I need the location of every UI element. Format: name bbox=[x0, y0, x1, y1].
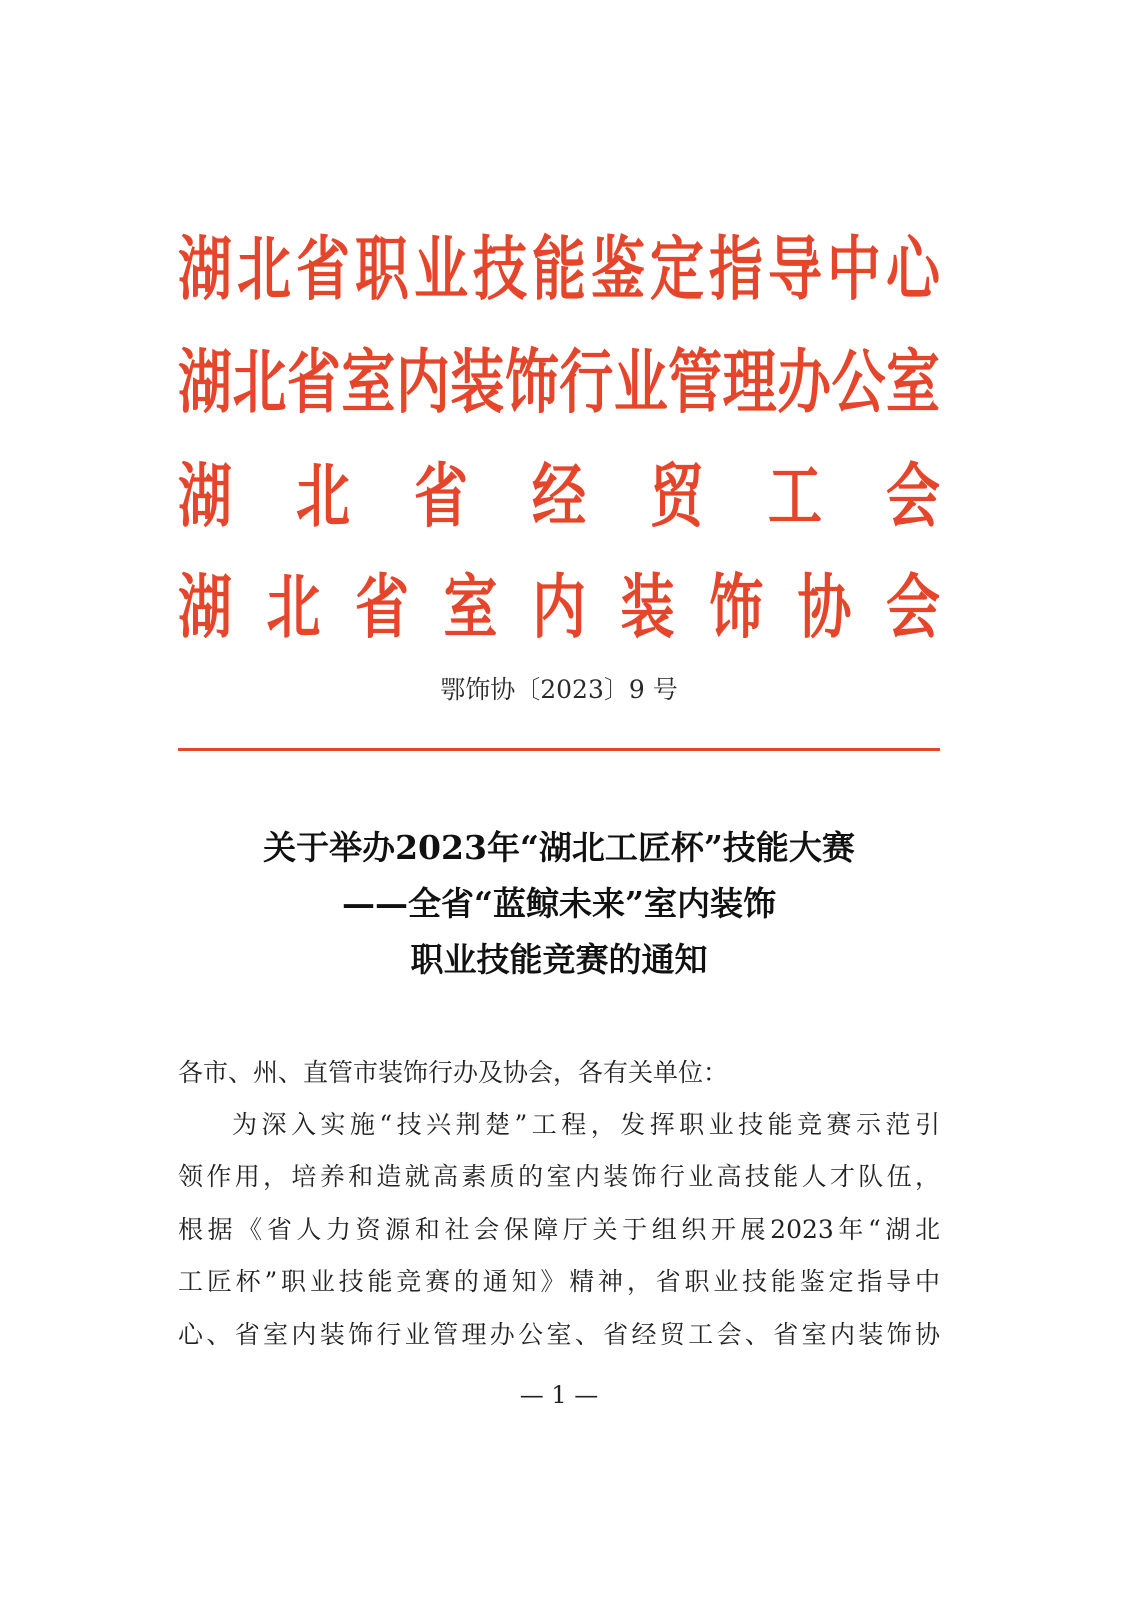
title-line-1: 关于举办2023年“湖北工匠杯”技能大赛 bbox=[263, 828, 855, 867]
red-divider bbox=[178, 748, 940, 751]
body-line-3: 根据《省人力资源和社会保障厅关于组织开展2023年“湖北 bbox=[178, 1215, 940, 1244]
body-line-5: 心、省室内装饰行业管理办公室、省经贸工会、省室内装饰协 bbox=[178, 1320, 940, 1349]
body-line-2: 领作用，培养和造就高素质的室内装饰行业高技能人才队伍， bbox=[178, 1162, 940, 1191]
page-number: — 1 — bbox=[519, 1381, 599, 1409]
salutation: 各市、州、直管市装饰行办及协会，各有关单位： bbox=[178, 1058, 729, 1087]
issuer-line-1: 湖北省职业技能鉴定指导中心 bbox=[178, 229, 940, 310]
issuer-line-2: 湖北省室内装饰行业管理办公室 bbox=[178, 342, 940, 423]
title-line-2: ——全省“蓝鲸未来”室内装饰 bbox=[342, 884, 776, 923]
body-line-4: 工匠杯”职业技能竞赛的通知》精神，省职业技能鉴定指导中 bbox=[178, 1267, 940, 1296]
body-line-1: 为深入实施“技兴荆楚”工程，发挥职业技能竞赛示范引 bbox=[232, 1110, 940, 1139]
issuer-line-4: 湖北省室内装饰协会 bbox=[178, 567, 940, 648]
title-line-3: 职业技能竞赛的通知 bbox=[410, 940, 708, 979]
issuer-line-3: 湖北省经贸工会 bbox=[178, 456, 940, 537]
document-number: 鄂饰协〔2023〕9 号 bbox=[440, 675, 678, 704]
